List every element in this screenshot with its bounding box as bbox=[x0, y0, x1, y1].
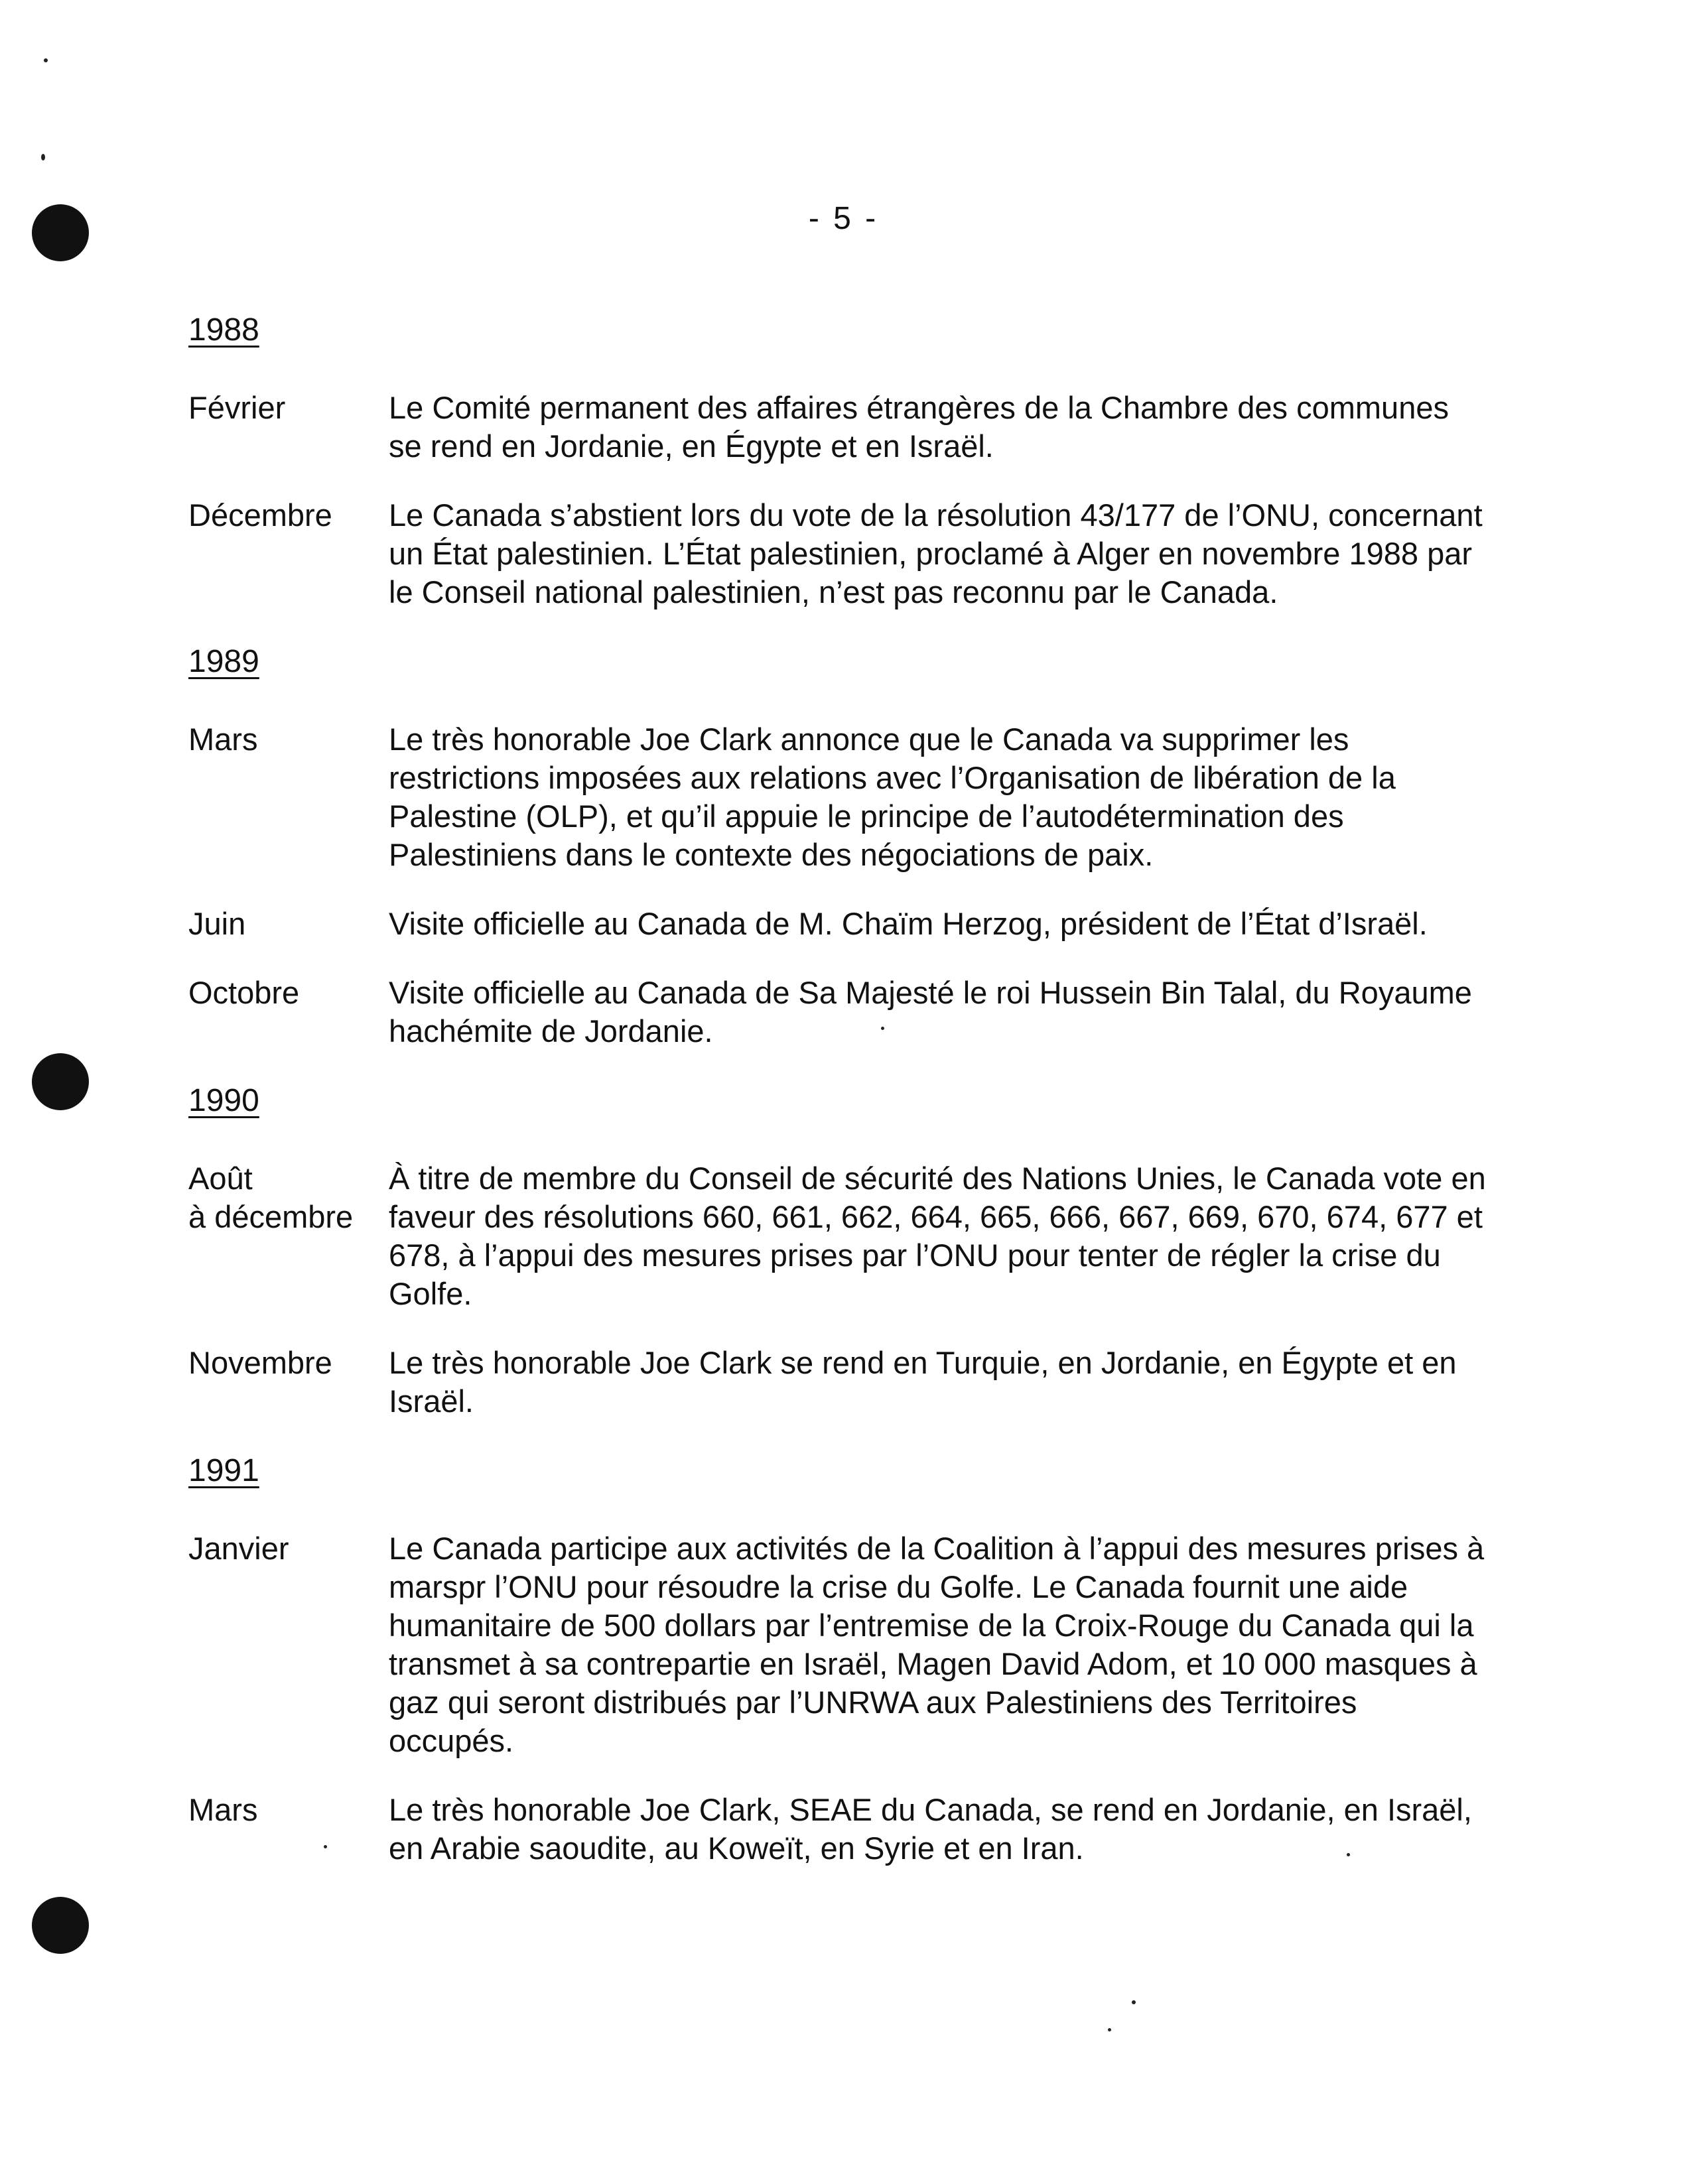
scan-speck bbox=[44, 58, 48, 62]
scan-speck bbox=[41, 154, 45, 161]
chronology-entry bbox=[188, 1159, 1515, 1313]
entry-month: Décembre bbox=[188, 497, 332, 533]
entry-text: Le très honorable Joe Clark annonce que le Canada va supprimer les restrictions imposées aux relations avec l’Organisation de libération de la Palestine (OLP), et qu’il appuie le principe de l’autodétermination des Palestiniens dans le contexte des négociations de paix. bbox=[389, 722, 1396, 872]
entry-text: Visite officielle au Canada de Sa Majesté le roi Hussein Bin Talal, du Royaume hachémite de Jordanie. bbox=[389, 975, 1472, 1049]
entry-text: À titre de membre du Conseil de sécurité des Nations Unies, le Canada vote en faveur des résolutions 660, 661, 662, 664, 665, 666, 667, 669, 670, 674, 677 et 678, à l’appui des mesures prises par l’ONU pour tenter de régler la crise du Golfe. bbox=[389, 1161, 1486, 1311]
binder-hole-middle bbox=[32, 1053, 89, 1110]
entry-month: Octobre bbox=[188, 975, 300, 1010]
year-heading: 1991 bbox=[188, 1453, 259, 1488]
entry-month: Mars bbox=[188, 722, 258, 757]
entry-month: Août à décembre bbox=[188, 1161, 354, 1234]
entry-text: Le Canada participe aux activités de la Coalition à l’appui des mesures prises à marspr l’ONU pour résoudre la crise du Golfe. Le Canada fournit une aide humanitaire de 500 dollars par l’entremise de la Croix-Rouge du Canada qui la transmet à sa contrepartie en Israël, Magen David Adom, et 10 000 masques à gaz qui seront distribués par l’UNRWA aux Palestiniens des Territoires occupés. bbox=[389, 1531, 1485, 1758]
entry-month: Juin bbox=[188, 906, 246, 941]
chronology-entry bbox=[188, 720, 1515, 874]
entry-text: Visite officielle au Canada de M. Chaïm Herzog, président de l’État d’Israël. bbox=[389, 906, 1428, 941]
chronology-entry bbox=[188, 496, 1515, 611]
entry-text: Le très honorable Joe Clark, SEAE du Canada, se rend en Jordanie, en Israël, en Arabie saoudite, au Koweït, en Syrie et en Iran. bbox=[389, 1792, 1472, 1866]
chronology-entry bbox=[188, 974, 1515, 1051]
chronology-entry bbox=[188, 905, 1515, 943]
chronology-entry bbox=[188, 1791, 1515, 1868]
entry-month: Janvier bbox=[188, 1531, 289, 1566]
entry-text: Le Comité permanent des affaires étrangères de la Chambre des communes se rend en Jordanie, en Égypte et en Israël. bbox=[389, 390, 1449, 464]
entry-month: Mars bbox=[188, 1792, 258, 1827]
scan-speck bbox=[1108, 2028, 1111, 2031]
chronology-entry bbox=[188, 389, 1515, 466]
year-heading: 1989 bbox=[188, 644, 259, 679]
chronology-entry bbox=[188, 1529, 1515, 1760]
year-heading: 1988 bbox=[188, 312, 259, 348]
entry-text: Le Canada s’abstient lors du vote de la résolution 43/177 de l’ONU, concernant un État palestinien. L’État palestinien, proclamé à Alger en novembre 1988 par le Conseil national palestinien, n’est pas reconnu par le Canada. bbox=[389, 497, 1483, 610]
chronology-entry bbox=[188, 1344, 1515, 1421]
scan-speck bbox=[1132, 2000, 1136, 2004]
chronology bbox=[188, 310, 1515, 1898]
entry-month: Novembre bbox=[188, 1345, 332, 1380]
year-heading: 1990 bbox=[188, 1083, 259, 1118]
entry-month: Février bbox=[188, 390, 286, 425]
binder-hole-bottom bbox=[32, 1897, 89, 1954]
page-number: - 5 - bbox=[808, 201, 879, 236]
entry-text: Le très honorable Joe Clark se rend en Turquie, en Jordanie, en Égypte et en Israël. bbox=[389, 1345, 1457, 1419]
